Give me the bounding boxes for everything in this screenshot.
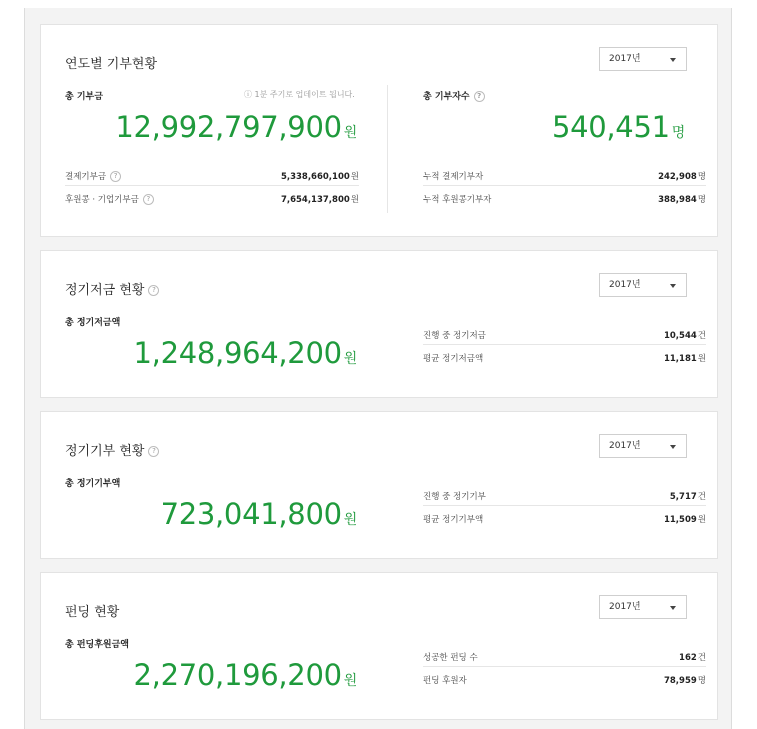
- year-select-value: 2017년: [609, 602, 641, 612]
- list-item: 펀딩 후원자 78,959명: [423, 676, 706, 686]
- funding-card: [40, 572, 718, 720]
- list-item: 진행 중 정기저금 10,544건: [423, 323, 706, 345]
- help-icon[interactable]: ?: [474, 91, 485, 102]
- chevron-down-icon: [670, 606, 676, 610]
- year-select[interactable]: [599, 595, 687, 619]
- year-select-value: 2017년: [609, 54, 641, 64]
- dashboard-page: [24, 8, 732, 729]
- chevron-down-icon: [670, 445, 676, 449]
- total-label: 총 펀딩후원금액: [65, 640, 129, 650]
- total-amount: 723,041,800 원: [160, 497, 357, 531]
- help-icon[interactable]: ?: [143, 194, 154, 205]
- total-donation-label: 총 기부금: [65, 92, 103, 102]
- section-title: 펀딩 현황: [65, 605, 120, 620]
- list-item: 누적 후원콩기부자 388,984명: [423, 195, 706, 205]
- year-select-value: 2017년: [609, 441, 641, 451]
- section-title: 정기기부 현황 ?: [65, 440, 159, 459]
- regular-donation-card: [40, 411, 718, 559]
- total-donation-amount: 12,992,797,900 원: [115, 110, 357, 144]
- list-item: 진행 중 정기기부 5,717건: [423, 484, 706, 506]
- list-item: 평균 정기저금액 11,181원: [423, 354, 706, 364]
- annual-donation-card: [40, 24, 718, 237]
- year-select[interactable]: [599, 434, 687, 458]
- list-item: 누적 결제기부자 242,908명: [423, 164, 706, 186]
- year-select-value: 2017년: [609, 280, 641, 290]
- list-item: 후원콩 · 기업기부금 ? 7,654,137,800원: [65, 194, 359, 205]
- list-item: 결제기부금 ? 5,338,660,100원: [65, 164, 359, 186]
- section-title: 정기저금 현황 ?: [65, 279, 159, 298]
- year-select[interactable]: [599, 273, 687, 297]
- total-label: 총 정기저금액: [65, 318, 121, 328]
- section-title: 연도별 기부현황: [65, 57, 158, 72]
- total-amount: 2,270,196,200 원: [133, 658, 357, 692]
- total-label: 총 정기기부액: [65, 479, 121, 489]
- total-amount: 1,248,964,200 원: [133, 336, 357, 370]
- update-note: ⓘ 1분 주기로 업데이트 됩니다.: [244, 90, 355, 99]
- regular-savings-card: [40, 250, 718, 398]
- chevron-down-icon: [670, 58, 676, 62]
- total-donors-label: 총 기부자수 ?: [423, 89, 485, 102]
- help-icon[interactable]: ?: [148, 285, 159, 296]
- total-donors-amount: 540,451 명: [551, 110, 685, 144]
- list-item: 성공한 펀딩 수 162건: [423, 645, 706, 667]
- year-select[interactable]: [599, 47, 687, 71]
- chevron-down-icon: [670, 284, 676, 288]
- help-icon[interactable]: ?: [148, 446, 159, 457]
- help-icon[interactable]: ?: [110, 171, 121, 182]
- divider: [387, 85, 388, 213]
- list-item: 평균 정기기부액 11,509원: [423, 515, 706, 525]
